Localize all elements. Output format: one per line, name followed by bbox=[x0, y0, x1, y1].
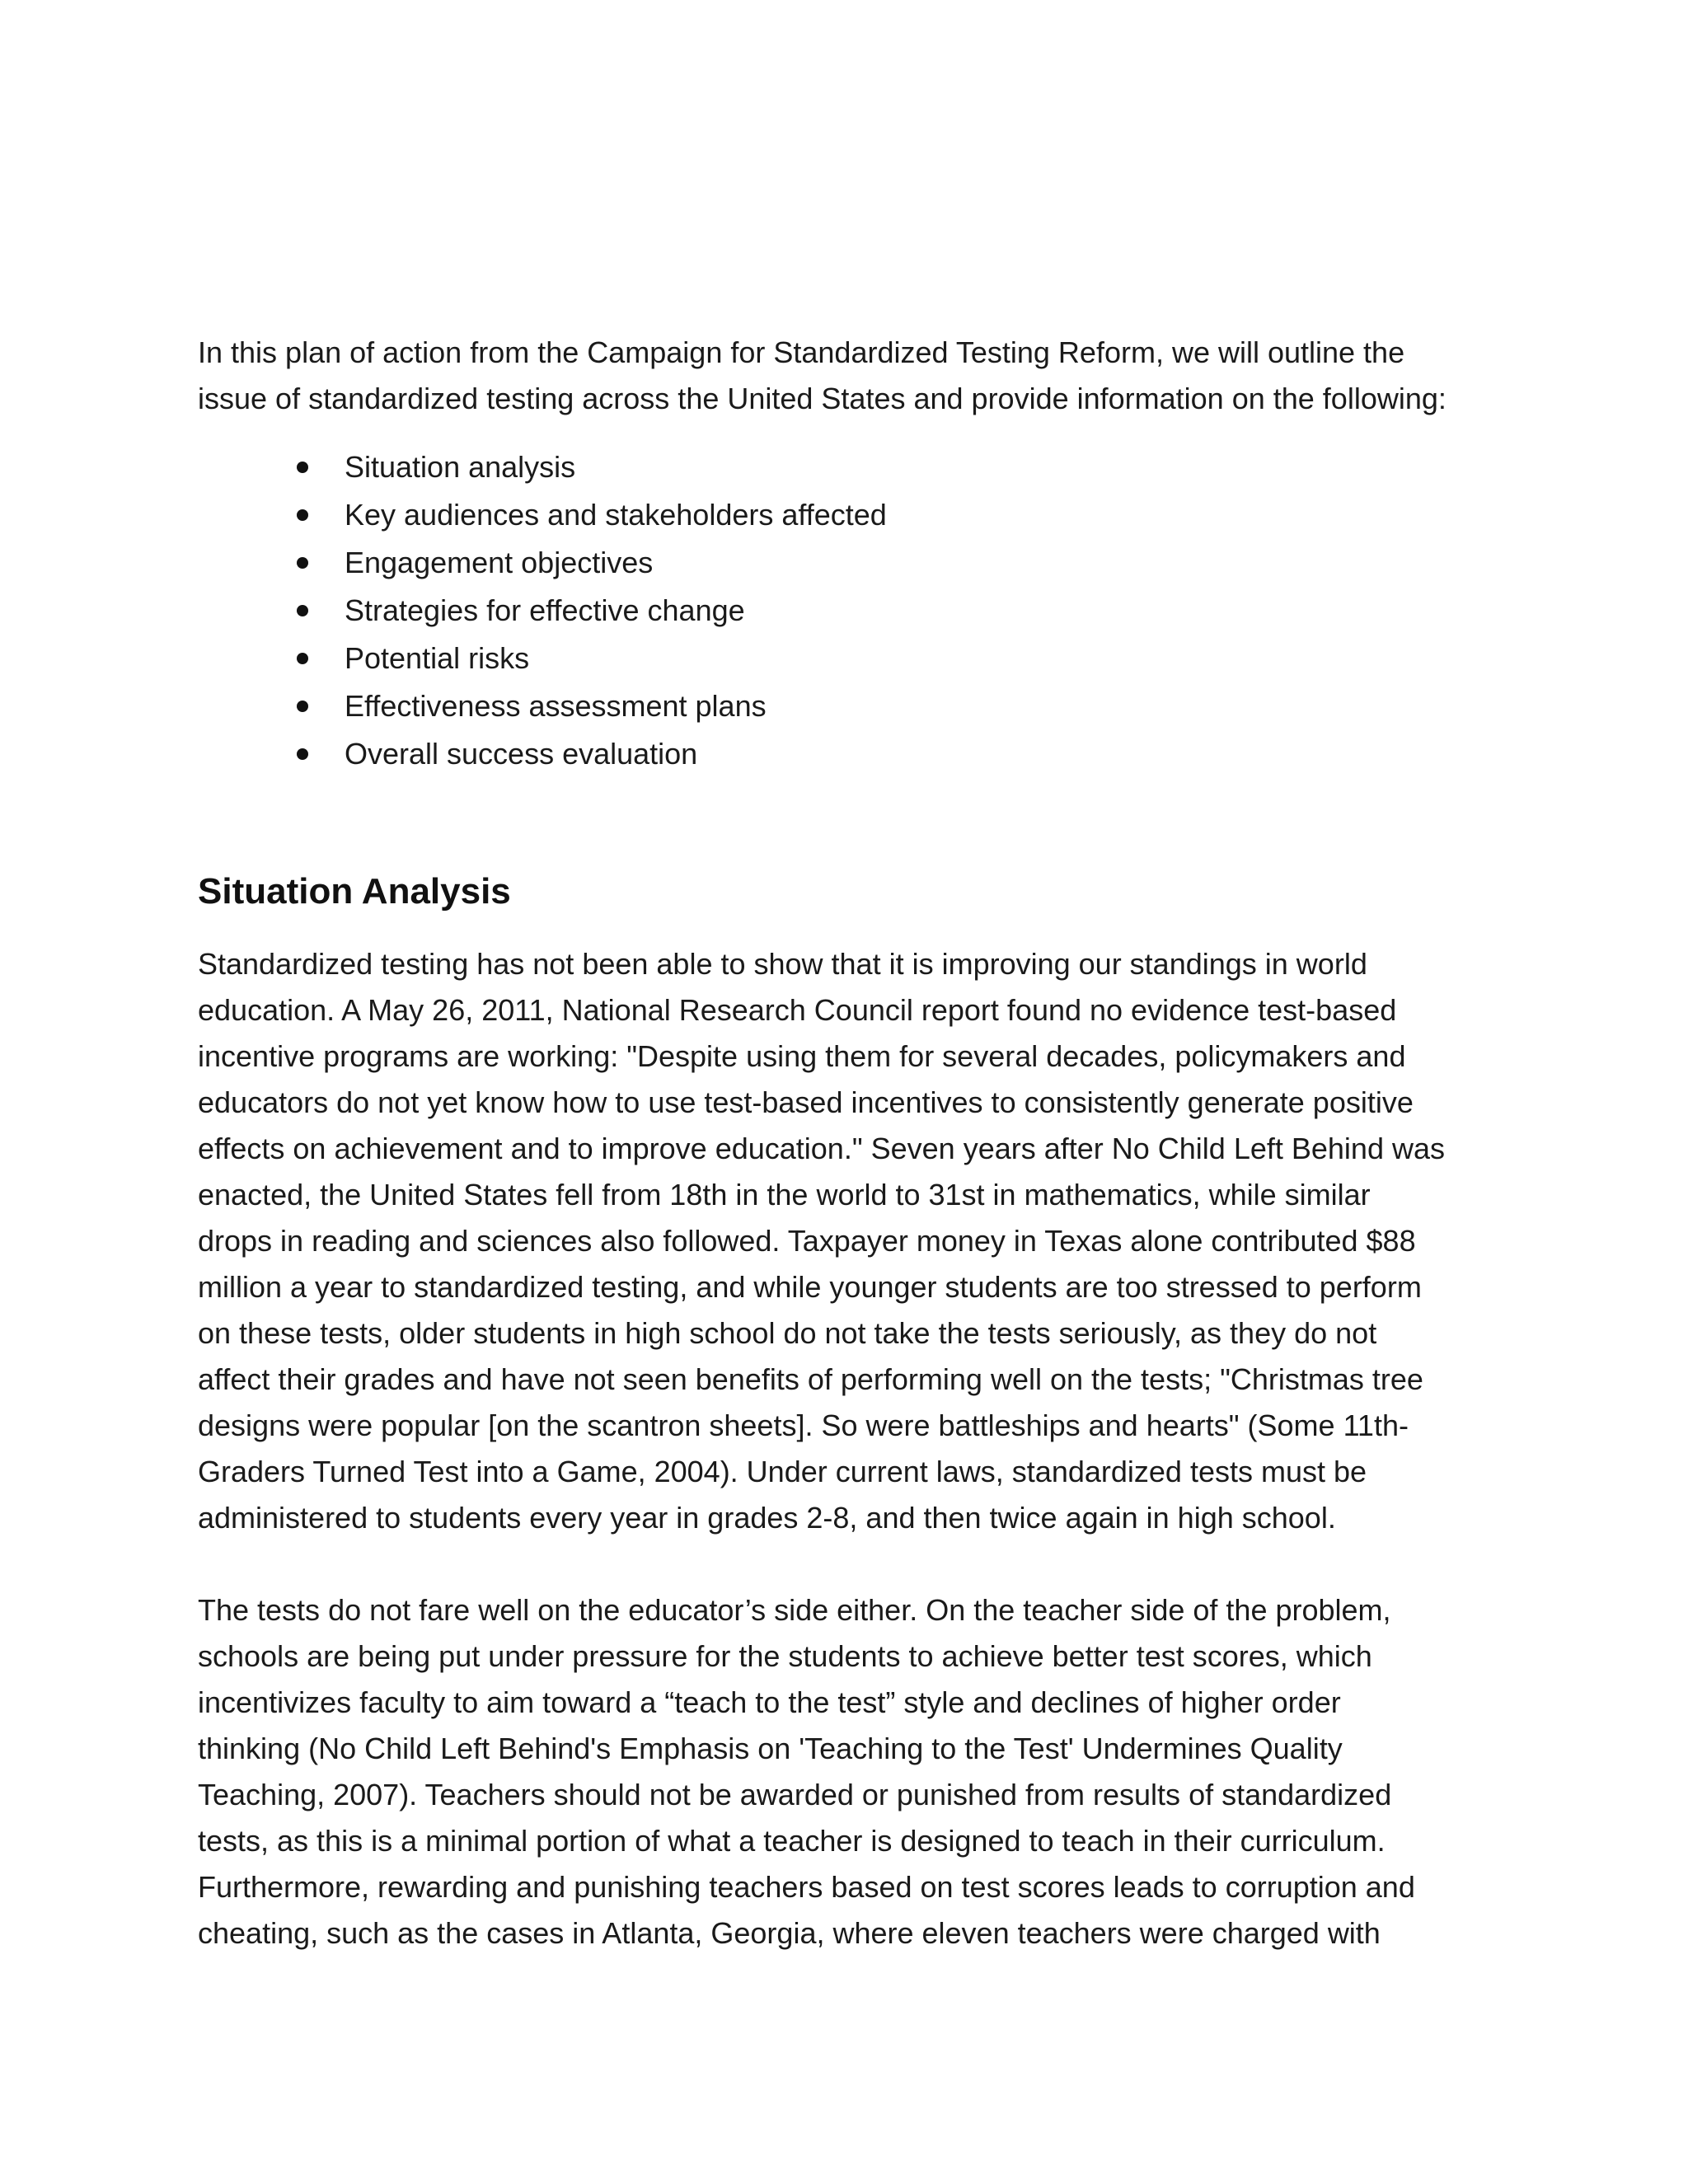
list-item-label: Strategies for effective change bbox=[345, 593, 745, 627]
text-line: Teaching, 2007). Teachers should not be awarded or punished from results of standardized bbox=[198, 1778, 1392, 1811]
text-line: cheating, such as the cases in Atlanta, Georgia, where eleven teachers were charged with bbox=[198, 1916, 1381, 1950]
text-line: on these tests, older students in high school do not take the tests seriously, as they do not bbox=[198, 1316, 1377, 1350]
text-line: Graders Turned Test into a Game, 2004). Under current laws, standardized tests must be bbox=[198, 1455, 1367, 1488]
text-line: effects on achievement and to improve education." Seven years after No Child Left Behind was bbox=[198, 1132, 1445, 1165]
list-item bbox=[297, 682, 1500, 730]
list-item bbox=[297, 491, 1500, 539]
list-item-label: Potential risks bbox=[345, 641, 530, 675]
topics-list bbox=[198, 443, 1500, 778]
text-line: The tests do not fare well on the educator’s side either. On the teacher side of the problem, bbox=[198, 1593, 1391, 1627]
situation-paragraph-1 bbox=[198, 941, 1500, 1541]
bullet-icon bbox=[297, 557, 308, 569]
intro-line: In this plan of action from the Campaign for Standardized Testing Reform, we will outline the bbox=[198, 335, 1405, 369]
text-line: incentivizes faculty to aim toward a “teach to the test” style and declines of higher order bbox=[198, 1685, 1341, 1719]
section-heading: Situation Analysis bbox=[198, 871, 511, 912]
list-item bbox=[297, 587, 1500, 635]
intro-paragraph bbox=[198, 330, 1500, 422]
bullet-icon bbox=[297, 701, 308, 712]
text-line: incentive programs are working: "Despite using them for several decades, policymakers and bbox=[198, 1039, 1406, 1073]
list-item-label: Situation analysis bbox=[345, 450, 576, 484]
text-line: Standardized testing has not been able to show that it is improving our standings in world bbox=[198, 947, 1367, 981]
list-item-label: Effectiveness assessment plans bbox=[345, 689, 767, 723]
list-item bbox=[297, 443, 1500, 491]
bullet-icon bbox=[297, 653, 308, 664]
text-line: thinking (No Child Left Behind's Emphasis on 'Teaching to the Test' Undermines Quality bbox=[198, 1732, 1343, 1765]
bullet-icon bbox=[297, 509, 308, 521]
text-line: schools are being put under pressure for the students to achieve better test scores, which bbox=[198, 1639, 1372, 1673]
list-item-label: Overall success evaluation bbox=[345, 737, 698, 771]
list-item bbox=[297, 539, 1500, 587]
text-line: designs were popular [on the scantron sheets]. So were battleships and hearts" (Some 11th- bbox=[198, 1408, 1409, 1442]
list-item-label: Key audiences and stakeholders affected bbox=[345, 498, 887, 532]
text-line: education. A May 26, 2011, National Research Council report found no evidence test-based bbox=[198, 993, 1397, 1027]
text-line: tests, as this is a minimal portion of what a teacher is designed to teach in their curriculum. bbox=[198, 1824, 1386, 1858]
text-line: administered to students every year in grades 2-8, and then twice again in high school. bbox=[198, 1501, 1336, 1535]
paragraph-spacer bbox=[198, 1541, 1500, 1587]
list-item bbox=[297, 730, 1500, 778]
text-line: million a year to standardized testing, and while younger students are too stressed to perform bbox=[198, 1270, 1422, 1304]
text-line: Furthermore, rewarding and punishing teachers based on test scores leads to corruption and bbox=[198, 1870, 1415, 1904]
situation-paragraph-2 bbox=[198, 1587, 1500, 1957]
text-line: drops in reading and sciences also followed. Taxpayer money in Texas alone contributed $88 bbox=[198, 1224, 1416, 1258]
text-line: affect their grades and have not seen benefits of performing well on the tests; "Christmas tree bbox=[198, 1362, 1423, 1396]
text-line: educators do not yet know how to use test-based incentives to consistently generate positive bbox=[198, 1085, 1414, 1119]
list-item bbox=[297, 635, 1500, 682]
bullet-icon bbox=[297, 605, 308, 616]
bullet-icon bbox=[297, 462, 308, 473]
text-line: enacted, the United States fell from 18th in the world to 31st in mathematics, while similar bbox=[198, 1178, 1371, 1212]
list-item-label: Engagement objectives bbox=[345, 546, 654, 579]
document-body bbox=[198, 330, 1500, 1957]
intro-line: issue of standardized testing across the United States and provide information on the following: bbox=[198, 382, 1447, 415]
bullet-icon bbox=[297, 748, 308, 760]
